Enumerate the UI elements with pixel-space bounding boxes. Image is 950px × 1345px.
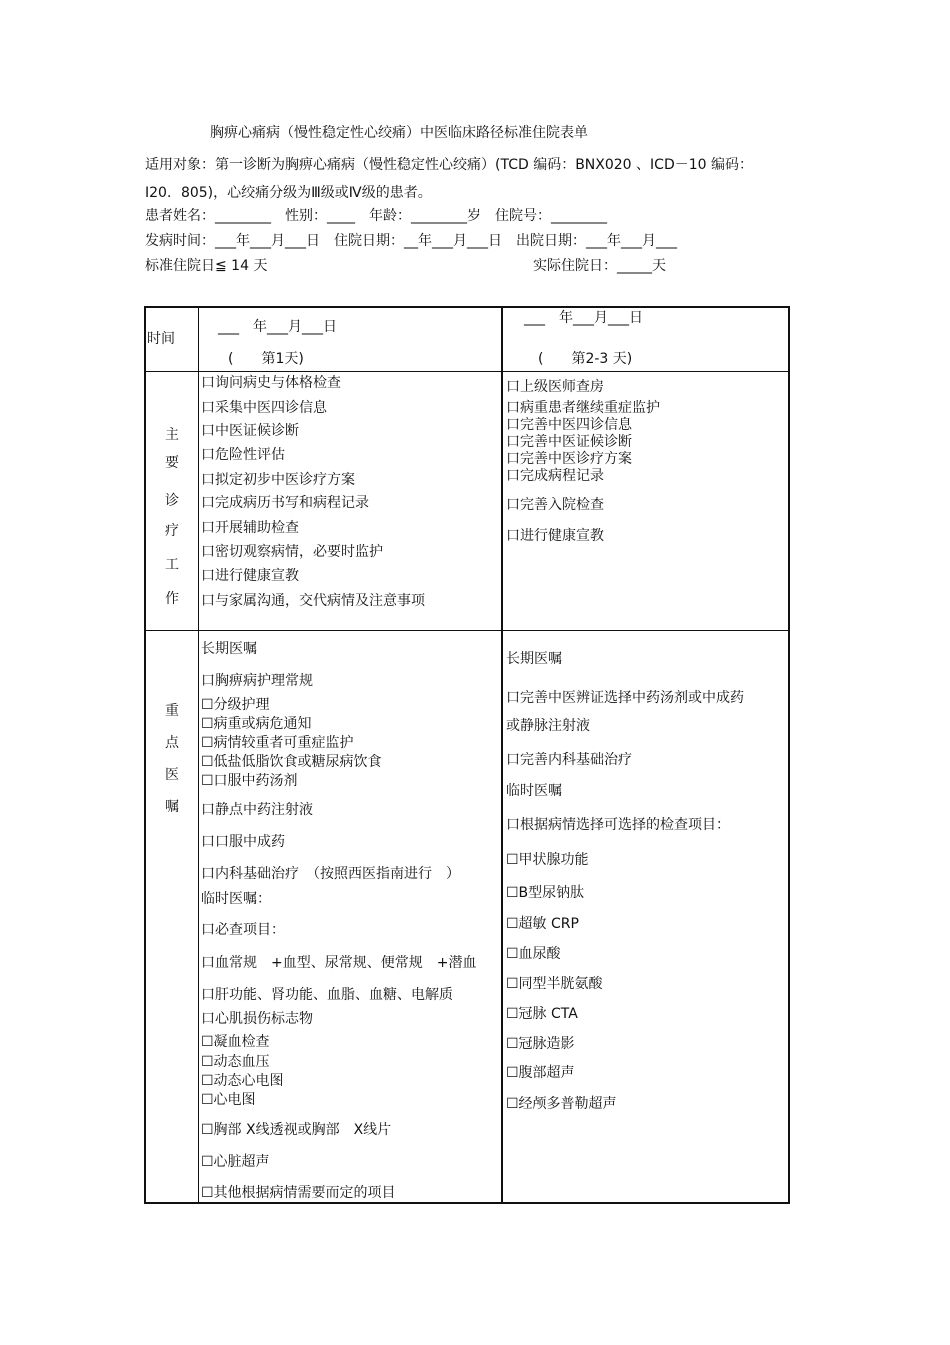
day1-date: ___ 年___月___日 xyxy=(218,319,337,335)
list-item: 口采集中医四诊信息 xyxy=(201,400,327,416)
list-item: 口口服中成药 xyxy=(201,834,285,850)
divider xyxy=(198,308,199,1202)
divider xyxy=(501,308,503,1202)
list-item: ☐经颅多普勒超声 xyxy=(506,1096,617,1112)
list-item: 口中医证候诊断 xyxy=(201,423,299,439)
list-item: ☐凝血检查 xyxy=(201,1034,270,1050)
list-item: ☐病重或病危通知 xyxy=(201,716,312,732)
day2-date: ___ 年___月___日 xyxy=(524,310,643,326)
list-item: 口完善中医辨证选择中药汤剂或中成药 xyxy=(506,690,744,706)
list-item: 口与家属沟通，交代病情及注意事项 xyxy=(201,593,425,609)
list-item: 口必查项目： xyxy=(201,922,285,938)
row-label-char: 重 xyxy=(165,703,179,719)
standard-stay: 标准住院日≦ 14 天 xyxy=(145,258,268,274)
list-item: ☐冠脉造影 xyxy=(506,1036,575,1052)
list-item: 口完成病程记录 xyxy=(506,468,604,484)
time-label: 时间 xyxy=(147,331,175,347)
list-item: ☐动态心电图 xyxy=(201,1073,284,1089)
list-item: 口完成病历书写和病程记录 xyxy=(201,495,369,511)
list-item: 口开展辅助检查 xyxy=(201,520,299,536)
list-item: 口危险性评估 xyxy=(201,447,285,463)
actual-stay: 实际住院日：_____天 xyxy=(533,258,666,274)
pathway-table xyxy=(144,306,790,1204)
divider xyxy=(146,630,788,631)
list-item: 口询问病史与体格检查 xyxy=(201,375,341,391)
day2-label: ( 第2-3 天) xyxy=(538,351,633,367)
list-item: ☐超敏 CRP xyxy=(506,916,579,932)
list-item: 临时医嘱： xyxy=(201,891,271,907)
list-item: 口进行健康宣教 xyxy=(201,568,299,584)
list-item: 长期医嘱 xyxy=(201,641,257,657)
list-item: ☐分级护理 xyxy=(201,697,270,713)
row-label-char: 要 xyxy=(165,455,179,471)
row-label-char: 嘱 xyxy=(165,799,179,815)
list-item: ☐心电图 xyxy=(201,1092,256,1108)
list-item: ☐B型尿钠肽 xyxy=(506,885,585,901)
list-item: 口上级医师查房 xyxy=(506,379,604,395)
row-label-char: 点 xyxy=(165,735,179,751)
list-item: ☐心脏超声 xyxy=(201,1154,270,1170)
list-item: 或静脉注射液 xyxy=(506,718,590,734)
list-item: 口完善中医四诊信息 xyxy=(506,417,632,433)
list-item: ☐同型半胱氨酸 xyxy=(506,976,603,992)
row-label-char: 疗 xyxy=(165,523,179,539)
day1-label: ( 第1天) xyxy=(228,351,304,367)
applicable-subject-line1: 适用对象：第一诊断为胸痹心痛病（慢性稳定性心绞痛）(TCD 编码：BNX020 、ICD－10 编码： xyxy=(145,157,753,173)
list-item: 口进行健康宣教 xyxy=(506,528,604,544)
row-label-char: 作 xyxy=(165,591,179,607)
list-item: 口血常规 +血型、尿常规、便常规 +潜血 xyxy=(201,955,477,971)
list-item: 口肝功能、肾功能、血脂、血糖、电解质 xyxy=(201,987,453,1003)
list-item: ☐低盐低脂饮食或糖尿病饮食 xyxy=(201,754,382,770)
list-item: ☐甲状腺功能 xyxy=(506,852,589,868)
list-item: 口静点中药注射液 xyxy=(201,802,313,818)
document-title: 胸痹心痛病（慢性稳定性心绞痛）中医临床路径标准住院表单 xyxy=(210,125,588,141)
patient-info-line: 患者姓名：________ 性别：____ 年龄：________岁 住院号：________ xyxy=(145,208,607,224)
list-item: 口完善中医证候诊断 xyxy=(506,434,632,450)
list-item: ☐病情较重者可重症监护 xyxy=(201,735,354,751)
row-label-char: 诊 xyxy=(165,493,179,509)
list-item: ☐胸部 X线透视或胸部 X线片 xyxy=(201,1122,392,1138)
list-item: 口完善入院检查 xyxy=(506,497,604,513)
list-item: 口心肌损伤标志物 xyxy=(201,1011,313,1027)
row-label-char: 医 xyxy=(165,767,179,783)
list-item: ☐血尿酸 xyxy=(506,946,561,962)
list-item: 临时医嘱 xyxy=(506,783,562,799)
applicable-subject-line2: I20．805)，心绞痛分级为Ⅲ级或Ⅳ级的患者。 xyxy=(145,185,432,201)
list-item: ☐冠脉 CTA xyxy=(506,1006,578,1022)
row-label-char: 工 xyxy=(165,557,179,573)
list-item: 口完善中医诊疗方案 xyxy=(506,451,632,467)
list-item: ☐其他根据病情需要而定的项目 xyxy=(201,1185,396,1201)
list-item: 口根据病情选择可选择的检查项目： xyxy=(506,817,730,833)
list-item: ☐腹部超声 xyxy=(506,1065,575,1081)
divider xyxy=(146,371,788,372)
list-item: 口拟定初步中医诊疗方案 xyxy=(201,472,355,488)
list-item: ☐动态血压 xyxy=(201,1054,270,1070)
row-label-char: 主 xyxy=(165,427,179,443)
list-item: ☐口服中药汤剂 xyxy=(201,773,298,789)
list-item: 长期医嘱 xyxy=(506,651,562,667)
list-item: 口病重患者继续重症监护 xyxy=(506,400,660,416)
list-item: 口胸痹病护理常规 xyxy=(201,673,313,689)
list-item: 口内科基础治疗 （按照西医指南进行 ） xyxy=(201,866,460,882)
dates-line: 发病时间：___年___月___日 住院日期：__年___月___日 出院日期：___年___月___ xyxy=(145,233,677,249)
list-item: 口密切观察病情，必要时监护 xyxy=(201,544,383,560)
list-item: 口完善内科基础治疗 xyxy=(506,752,632,768)
